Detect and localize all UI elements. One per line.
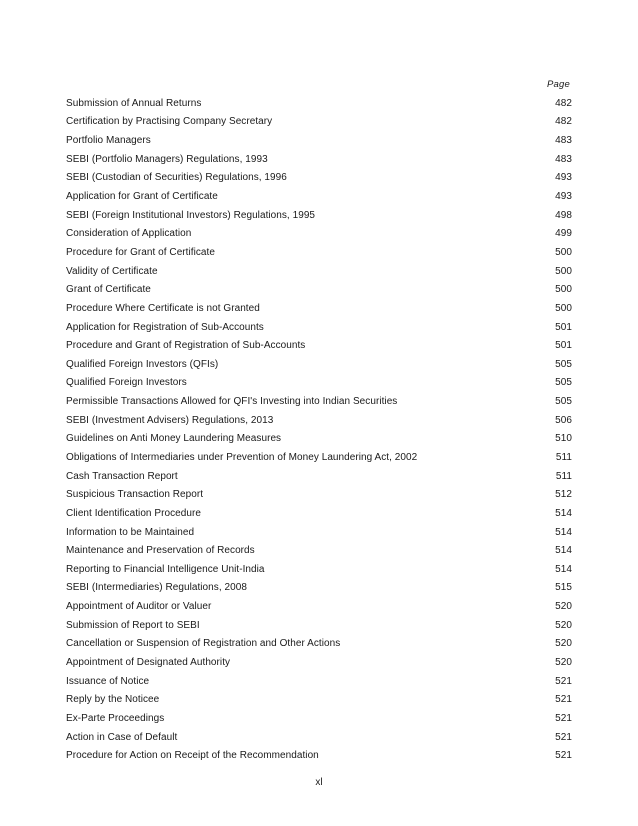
toc-entry-title: Cancellation or Suspension of Registration and Other Actions (66, 638, 341, 650)
toc-entry (66, 728, 572, 747)
page-column-heading: Page (547, 79, 570, 90)
toc-entry-title: Validity of Certificate (66, 265, 158, 277)
toc-entry (66, 150, 572, 169)
toc-entry-title: SEBI (Portfolio Managers) Regulations, 1993 (66, 153, 268, 165)
toc-entry-title: Application for Grant of Certificate (66, 191, 218, 203)
toc-entry (66, 672, 572, 691)
toc-entry (66, 113, 572, 132)
toc-entry (66, 243, 572, 262)
toc-entry-title: Procedure and Grant of Registration of Sub-Accounts (66, 340, 306, 352)
toc-entry-page: 505 (555, 377, 572, 389)
toc-entry-title: Suspicious Transaction Report (66, 489, 204, 501)
toc-entry-title: Submission of Annual Returns (66, 97, 202, 109)
toc-entry-title: Certification by Practising Company Secretary (66, 116, 273, 128)
toc-entry-title: Application for Registration of Sub-Accounts (66, 321, 264, 333)
toc-entry (66, 635, 572, 654)
toc-entry (66, 485, 572, 504)
toc-entry (66, 541, 572, 560)
toc-entry-page: 505 (555, 358, 572, 370)
toc-entry-page: 511 (555, 451, 572, 463)
page-number: xl (315, 777, 323, 788)
toc-entry-title: Procedure for Action on Receipt of the Recommendation (66, 750, 319, 762)
toc-entry-page: 500 (555, 284, 572, 296)
toc-entry-page: 511 (555, 470, 572, 482)
toc-entry-title: SEBI (Intermediaries) Regulations, 2008 (66, 582, 247, 594)
toc-entry-page: 483 (555, 135, 572, 147)
toc-entry (66, 616, 572, 635)
toc-entry-title: Appointment of Designated Authority (66, 657, 231, 669)
toc-entry-page: 520 (555, 601, 572, 613)
toc-entry-page: 483 (555, 153, 572, 165)
toc-entry-page: 514 (555, 526, 572, 538)
toc-entry-title: Grant of Certificate (66, 284, 151, 296)
toc-entry (66, 523, 572, 542)
toc-entry-page: 514 (555, 507, 572, 519)
toc-entry-page: 521 (555, 712, 572, 724)
toc-entry-page: 514 (555, 545, 572, 557)
toc-entry-title: Information to be Maintained (66, 526, 195, 538)
toc-entry-title: Cash Transaction Report (66, 470, 178, 482)
toc-entry-page: 493 (555, 191, 572, 203)
toc-entry-page: 493 (555, 172, 572, 184)
toc-entry-page: 520 (555, 619, 572, 631)
toc-entry (66, 392, 572, 411)
toc-entry-title: SEBI (Foreign Institutional Investors) Regulations, 1995 (66, 209, 316, 221)
toc-entry-title: Client Identification Procedure (66, 507, 201, 519)
toc-entry-title: Procedure Where Certificate is not Granted (66, 302, 260, 314)
toc-entry (66, 691, 572, 710)
toc-entry (66, 355, 572, 374)
toc-entry-title: Appointment of Auditor or Valuer (66, 601, 212, 613)
toc-entry (66, 169, 572, 188)
toc-entry-title: Submission of Report to SEBI (66, 619, 200, 631)
toc-entry (66, 299, 572, 318)
toc-entry-page: 482 (555, 116, 572, 128)
toc-entry (66, 560, 572, 579)
toc-entry (66, 746, 572, 765)
toc-entry-title: Procedure for Grant of Certificate (66, 246, 215, 258)
toc-entry-title: SEBI (Investment Advisers) Regulations, 2013 (66, 414, 274, 426)
toc-entry (66, 262, 572, 281)
toc-entry-title: Obligations of Intermediaries under Prevention of Money Laundering Act, 2002 (66, 451, 418, 463)
toc-entry (66, 448, 572, 467)
toc-entry-page: 515 (555, 582, 572, 594)
toc-entry-title: Permissible Transactions Allowed for QFI's Investing into Indian Securities (66, 396, 398, 408)
toc-entry-title: SEBI (Custodian of Securities) Regulations, 1996 (66, 172, 287, 184)
toc-entry-title: Maintenance and Preservation of Records (66, 545, 255, 557)
toc-entry (66, 504, 572, 523)
toc-entry (66, 94, 572, 113)
toc-entry-page: 506 (555, 414, 572, 426)
toc-entry-title: Action in Case of Default (66, 731, 178, 743)
toc-entry-title: Issuance of Notice (66, 675, 150, 687)
toc-entry-page: 521 (555, 750, 572, 762)
toc-entry (66, 579, 572, 598)
table-of-contents (66, 94, 572, 765)
toc-entry (66, 597, 572, 616)
toc-entry-title: Qualified Foreign Investors (66, 377, 187, 389)
toc-entry-page: 520 (555, 657, 572, 669)
toc-entry-page: 498 (555, 209, 572, 221)
toc-entry (66, 653, 572, 672)
toc-entry (66, 411, 572, 430)
toc-entry-title: Portfolio Managers (66, 135, 151, 147)
toc-entry-page: 501 (555, 321, 572, 333)
toc-entry-page: 482 (555, 97, 572, 109)
toc-entry-page: 521 (555, 731, 572, 743)
toc-entry-title: Consideration of Application (66, 228, 192, 240)
toc-entry (66, 374, 572, 393)
toc-entry-page: 500 (555, 302, 572, 314)
toc-entry (66, 467, 572, 486)
toc-entry-page: 500 (555, 265, 572, 277)
toc-entry-page: 520 (555, 638, 572, 650)
toc-entry (66, 280, 572, 299)
toc-entry (66, 709, 572, 728)
toc-entry-page: 521 (555, 675, 572, 687)
toc-entry-page: 500 (555, 246, 572, 258)
toc-entry (66, 430, 572, 449)
toc-entry-title: Reply by the Noticee (66, 694, 160, 706)
toc-entry-page: 512 (555, 489, 572, 501)
toc-entry-title: Ex-Parte Proceedings (66, 712, 165, 724)
toc-entry (66, 318, 572, 337)
toc-entry-page: 521 (555, 694, 572, 706)
toc-entry (66, 131, 572, 150)
toc-entry-page: 499 (555, 228, 572, 240)
toc-entry-title: Qualified Foreign Investors (QFIs) (66, 358, 219, 370)
toc-entry-title: Guidelines on Anti Money Laundering Measures (66, 433, 282, 445)
toc-entry-page: 510 (555, 433, 572, 445)
toc-entry-page: 505 (555, 396, 572, 408)
toc-entry (66, 224, 572, 243)
toc-entry-page: 501 (555, 340, 572, 352)
toc-entry-page: 514 (555, 563, 572, 575)
toc-entry (66, 206, 572, 225)
toc-entry (66, 336, 572, 355)
toc-entry-title: Reporting to Financial Intelligence Unit-India (66, 563, 265, 575)
toc-entry (66, 187, 572, 206)
